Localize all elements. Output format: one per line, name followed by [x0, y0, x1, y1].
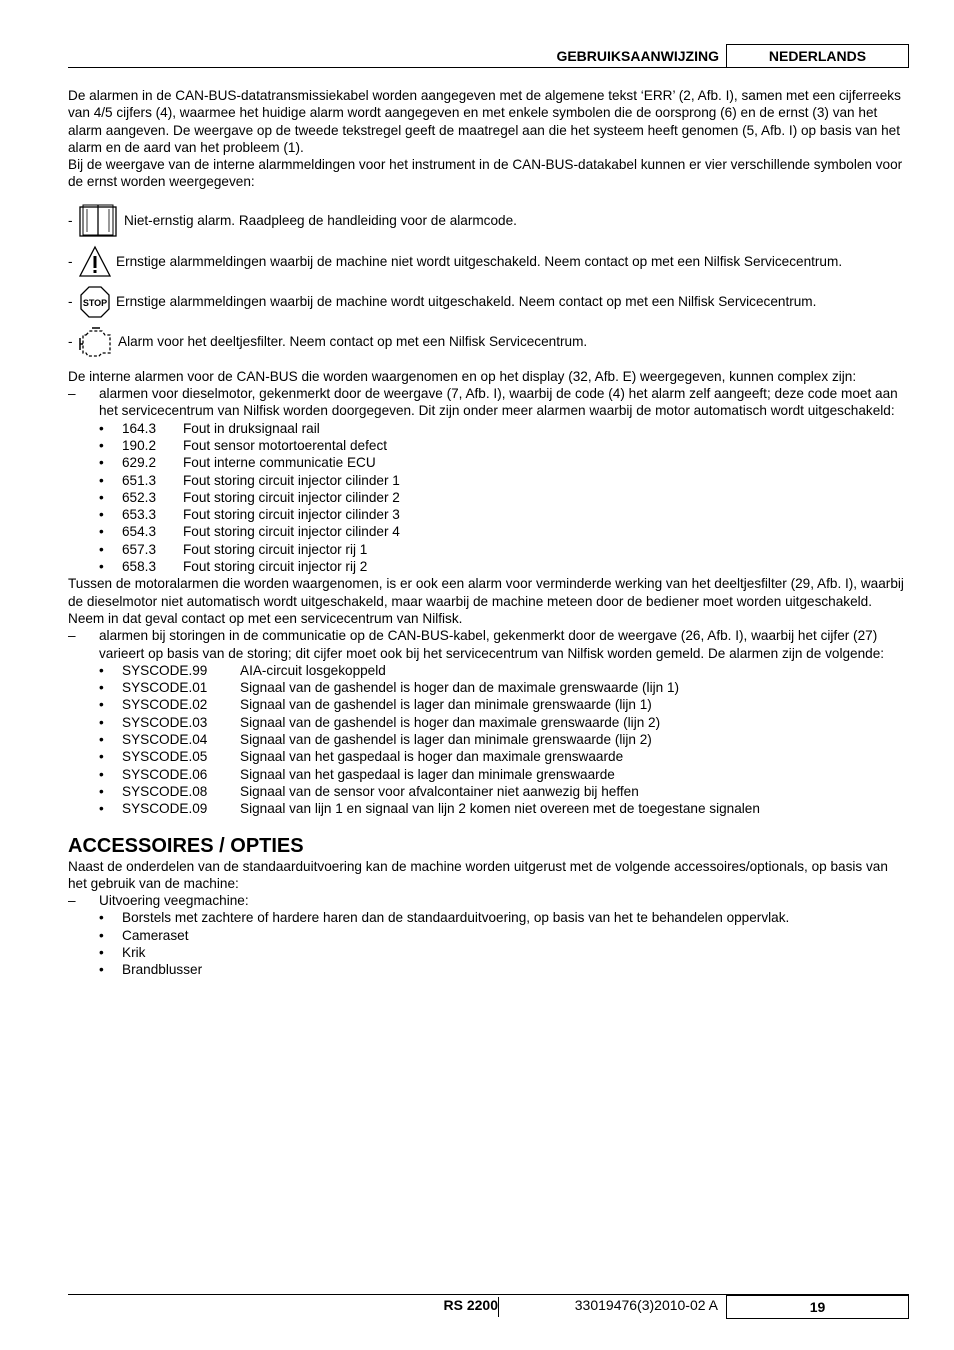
bullet-marker: •	[99, 732, 104, 748]
accessory-text: Brandblusser	[122, 962, 203, 978]
bullet-marker: •	[99, 749, 104, 765]
manual-book-icon	[78, 204, 120, 238]
accessory-row	[99, 961, 909, 978]
symbol-text-stop: Ernstige alarmmeldingen waarbij de machine wordt uitgeschakeld. Neem contact op met een Nilfisk Servicecentrum.	[116, 294, 817, 310]
alarm-description: Fout storing circuit injector rij 1	[183, 541, 368, 557]
bullet-marker: •	[99, 766, 104, 782]
alarm-code: 658.3	[122, 559, 157, 575]
intro-paragraph-2: Bij de weergave van de interne alarmmeldingen voor het instrument in de CAN-BUS-datakabel kunnen er vier verschillende symbolen voor de ernst worden weergegeven:	[68, 157, 903, 190]
footer-model: RS 2200	[443, 1297, 498, 1313]
header-language: NEDERLANDS	[726, 44, 909, 68]
accessory-text: Cameraset	[122, 927, 189, 943]
symbol-text-manual: Niet-ernstig alarm. Raadpleeg de handleiding voor de alarmcode.	[124, 213, 517, 229]
alarm-description: Fout sensor motortoerental defect	[183, 437, 388, 453]
page-footer	[68, 1294, 909, 1318]
syscode-row	[99, 696, 909, 713]
alarm-description: Fout storing circuit injector cilinder 2	[183, 489, 400, 505]
alarm-code: SYSCODE.09	[122, 801, 208, 817]
bullet-marker: •	[99, 910, 104, 926]
bullet-marker: •	[99, 524, 104, 540]
accessories-sublist	[68, 909, 909, 978]
accessories-item-text: Uitvoering veegmachine:	[99, 893, 249, 909]
alarm-code: SYSCODE.06	[122, 766, 208, 782]
alarm-code: SYSCODE.03	[122, 714, 208, 730]
internal-lead: De interne alarmen voor de CAN-BUS die worden waargenomen en op het display (32, Afb. E) weergegeven, kunnen complex zijn:	[68, 368, 857, 384]
bullet-marker: •	[99, 472, 104, 488]
page-header	[68, 44, 909, 68]
symbol-dash: -	[68, 254, 73, 270]
accessory-text: Krik	[122, 944, 146, 960]
engine-code-row	[99, 472, 909, 489]
engine-code-row	[99, 437, 909, 454]
bullet-marker: •	[99, 662, 104, 678]
engine-code-row	[99, 506, 909, 523]
alarm-code: SYSCODE.05	[122, 749, 208, 765]
engine-alarm-item	[68, 385, 909, 420]
symbol-dash: -	[68, 294, 73, 310]
syscode-row	[99, 748, 909, 765]
bullet-marker: •	[99, 714, 104, 730]
alarm-description: Signaal van de gashendel is lager dan minimale grenswaarde (lijn 2)	[240, 732, 652, 748]
stop-sign-icon	[78, 284, 112, 320]
engine-code-row	[99, 454, 909, 471]
symbol-row-warning	[68, 245, 909, 279]
header-doc-type: GEBRUIKSAANWIJZING	[556, 48, 719, 64]
accessories-lead: Naast de onderdelen van de standaarduitvoering kan de machine worden uitgerust met de volgende accessoires/optionals, op basis van het gebruik van de machine:	[68, 858, 888, 891]
engine-code-row	[99, 523, 909, 540]
alarm-description: Signaal van de sensor voor afvalcontainer niet aanwezig bij heffen	[240, 783, 639, 799]
alarm-description: Fout interne communicatie ECU	[183, 455, 376, 471]
symbol-row-filter	[68, 325, 909, 359]
alarm-description: AIA-circuit losgekoppeld	[240, 662, 386, 678]
page-number: 19	[726, 1295, 909, 1319]
bullet-marker: •	[99, 455, 104, 471]
bullet-marker: •	[99, 559, 104, 575]
dash-marker: –	[68, 893, 76, 909]
symbol-row-manual	[68, 204, 909, 238]
alarm-code: 164.3	[122, 420, 157, 436]
symbol-dash: -	[68, 213, 73, 229]
page-content	[68, 87, 909, 979]
syscode-list	[68, 662, 909, 818]
syscode-row	[99, 783, 909, 800]
symbol-text-filter: Alarm voor het deeltjesfilter. Neem contact op met een Nilfisk Servicecentrum.	[118, 334, 588, 350]
footer-separator	[498, 1297, 499, 1317]
alarm-code: 657.3	[122, 541, 157, 557]
bullet-marker: •	[99, 801, 104, 817]
engine-code-row	[99, 489, 909, 506]
comm-alarm-text: alarmen bij storingen in de communicatie op de CAN-BUS-kabel, gekenmerkt door de weergave (26, Afb. I), waarbij het cijfer (27) varieert op basis van de storing; dit cijfer moet ook bij het servicecentrum van Nilfisk worden gemeld. De alarmen zijn de volgende:	[99, 628, 885, 661]
bullet-marker: •	[99, 697, 104, 713]
bullet-marker: •	[99, 680, 104, 696]
alarm-code: SYSCODE.02	[122, 697, 208, 713]
alarm-description: Signaal van de gashendel is hoger dan de maximale grenswaarde (lijn 1)	[240, 680, 680, 696]
alarm-code: SYSCODE.99	[122, 662, 208, 678]
accessory-row	[99, 927, 909, 944]
bullet-marker: •	[99, 541, 104, 557]
alarm-description: Fout storing circuit injector rij 2	[183, 559, 368, 575]
alarm-code: SYSCODE.04	[122, 732, 208, 748]
intro-paragraph-1: De alarmen in de CAN-BUS-datatransmissiekabel worden aangegeven met de algemene tekst ‘ERR’ (2, Afb. I), samen met een cijferreeks van 4/5 cijfers (4), waarmee het huidige alarm wordt aangegeven en met enkele symbolen die de oorsprong (6) en de ernst (3) van het alarm aangeven. De weergave op de tweede tekstregel geeft de maatregel aan die het systeem heeft genomen (5, Afb. I) op basis van het alarm en de aard van het probleem (1).	[68, 88, 901, 155]
alarm-code: 651.3	[122, 472, 157, 488]
bullet-marker: •	[99, 783, 104, 799]
syscode-row	[99, 714, 909, 731]
alarm-description: Signaal van de gashendel is lager dan minimale grenswaarde (lijn 1)	[240, 697, 652, 713]
dash-marker: –	[68, 628, 76, 644]
alarm-description: Fout storing circuit injector cilinder 4	[183, 524, 400, 540]
alarm-code: SYSCODE.01	[122, 680, 208, 696]
alarm-description: Fout storing circuit injector cilinder 3	[183, 507, 400, 523]
accessory-row	[99, 909, 909, 926]
bullet-marker: •	[99, 489, 104, 505]
engine-code-row	[99, 541, 909, 558]
alarm-description: Fout in druksignaal rail	[183, 420, 320, 436]
alarm-code: 629.2	[122, 455, 157, 471]
syscode-row	[99, 800, 909, 817]
bullet-marker: •	[99, 420, 104, 436]
alarm-description: Signaal van lijn 1 en signaal van lijn 2 komen niet overeen met de toegestane signalen	[240, 801, 760, 817]
comm-alarm-item	[68, 627, 909, 662]
syscode-row	[99, 662, 909, 679]
dash-marker: –	[68, 386, 76, 402]
section-title-accessories: ACCESSOIRES / OPTIES	[68, 834, 304, 857]
syscode-row	[99, 731, 909, 748]
alarm-description: Signaal van de gashendel is hoger dan maximale grenswaarde (lijn 2)	[240, 714, 661, 730]
engine-filter-icon	[78, 325, 114, 359]
accessories-item	[68, 892, 909, 909]
symbol-row-stop	[68, 284, 909, 320]
symbol-dash: -	[68, 334, 73, 350]
accessory-text: Borstels met zachtere of hardere haren dan de standaarduitvoering, op basis van het te behandelen oppervlak.	[122, 910, 790, 926]
bullet-marker: •	[99, 507, 104, 523]
engine-alarm-text: alarmen voor dieselmotor, gekenmerkt door de weergave (7, Afb. I), waarbij de code (4) het alarm zelf aangeeft; deze code moet aan het servicecentrum van Nilfisk worden doorgegeven. Dit zijn onder meer alarmen waarbij de motor automatisch wordt uitgeschakeld:	[99, 386, 898, 419]
bullet-marker: •	[99, 437, 104, 453]
filter-paragraph: Tussen de motoralarmen die worden waargenomen, is er ook een alarm voor verminderde werking van het deeltjesfilter (29, Afb. I), waarbij de dieselmotor niet automatisch wordt uitgeschakeld, maar waarbij de machine meteen door de bediener moet worden uitgeschakeld. Neem in dat geval contact op met een servicecentrum van Nilfisk.	[68, 576, 904, 626]
accessory-row	[99, 944, 909, 961]
alarm-code: 653.3	[122, 507, 157, 523]
alarm-code: 652.3	[122, 489, 157, 505]
alarm-description: Signaal van het gaspedaal is hoger dan maximale grenswaarde	[240, 749, 624, 765]
alarm-description: Signaal van het gaspedaal is lager dan minimale grenswaarde	[240, 766, 615, 782]
symbol-text-warning: Ernstige alarmmeldingen waarbij de machine niet wordt uitgeschakeld. Neem contact op met een Nilfisk Servicecentrum.	[116, 254, 843, 270]
bullet-marker: •	[99, 962, 104, 978]
stop-icon-label: STOP	[82, 297, 108, 308]
alarm-code: 654.3	[122, 524, 157, 540]
alarm-code: SYSCODE.08	[122, 783, 208, 799]
bullet-marker: •	[99, 927, 104, 943]
bullet-marker: •	[99, 944, 104, 960]
syscode-row	[99, 679, 909, 696]
warning-triangle-icon	[78, 245, 112, 279]
footer-doc-code: 33019476(3)2010-02 A	[574, 1297, 718, 1313]
syscode-row	[99, 766, 909, 783]
alarm-code: 190.2	[122, 437, 157, 453]
engine-code-row	[99, 420, 909, 437]
engine-code-row	[99, 558, 909, 575]
alarm-description: Fout storing circuit injector cilinder 1	[183, 472, 400, 488]
engine-code-list	[68, 420, 909, 576]
